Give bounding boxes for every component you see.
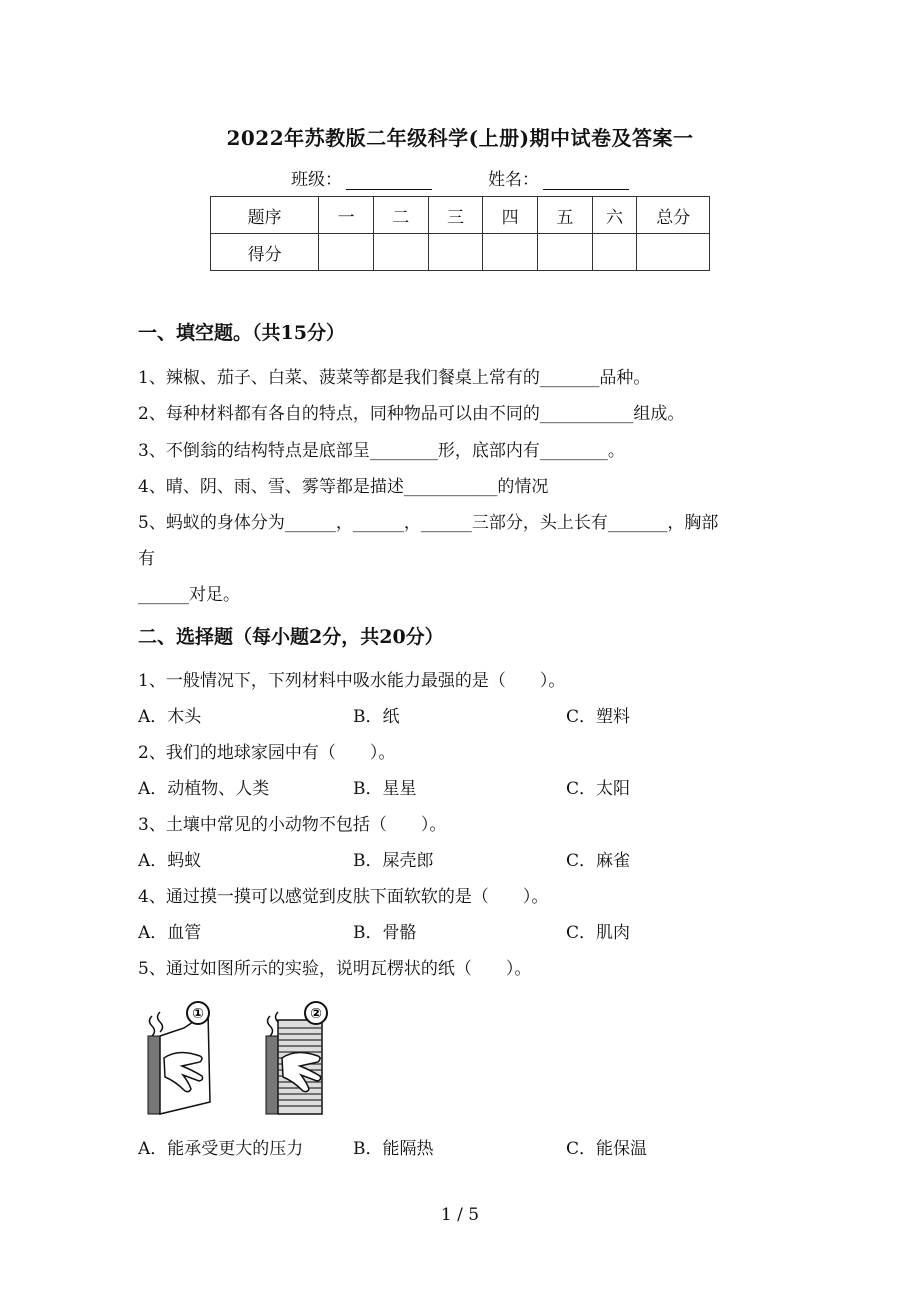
experiment-figure (138, 998, 368, 1122)
score-cell[interactable] (483, 234, 538, 271)
option-a[interactable]: A．木头 (138, 707, 202, 727)
fill-question-4: 4、晴、阴、雨、雪、雾等都是描述___________的情况 (138, 477, 549, 497)
option-a[interactable]: A．能承受更大的压力 (138, 1139, 304, 1159)
figure-1-flat-paper (148, 1002, 210, 1114)
score-table-score-row (211, 234, 710, 271)
option-a[interactable]: A．血管 (138, 923, 202, 943)
section-2-title: 二、选择题（每小题2分，共20分） (138, 626, 444, 648)
score-cell[interactable] (592, 234, 637, 271)
score-cell[interactable] (428, 234, 483, 271)
option-b[interactable]: B．纸 (353, 707, 400, 727)
option-b[interactable]: B．能隔热 (353, 1139, 434, 1159)
student-info (0, 165, 920, 190)
page-number: 1 / 5 (440, 1205, 480, 1225)
option-b[interactable]: B．骨骼 (353, 923, 417, 943)
figure-label-1: ① (192, 1006, 204, 1022)
choice-question-2: 2、我们的地球家园中有（ ）。 (138, 743, 396, 763)
name-label: 姓名： (488, 170, 539, 190)
name-blank[interactable] (543, 171, 629, 190)
choice-options-2 (138, 774, 630, 799)
score-cell[interactable] (537, 234, 592, 271)
table-cell: 题序 (211, 197, 319, 234)
score-table (210, 196, 710, 271)
choice-options-1 (138, 702, 630, 727)
fill-question-5-cont: 有 (138, 549, 155, 569)
table-cell: 二 (373, 197, 428, 234)
table-cell: 六 (592, 197, 637, 234)
option-c[interactable]: C．麻雀 (566, 851, 631, 871)
fill-question-2: 2、每种材料都有各自的特点，同种物品可以由不同的___________组成。 (138, 404, 685, 424)
fill-question-3: 3、不倒翁的结构特点是底部呈________形，底部内有________。 (138, 441, 625, 461)
option-c[interactable]: C．塑料 (566, 707, 631, 727)
page-title: 2022年苏教版二年级科学(上册)期中试卷及答案一 (226, 126, 694, 150)
table-cell: 总分 (637, 197, 710, 234)
choice-options-4 (138, 918, 630, 943)
section-1-title: 一、填空题。（共15分） (138, 322, 345, 344)
table-cell: 一 (319, 197, 374, 234)
option-b[interactable]: B．屎壳郎 (353, 851, 434, 871)
choice-question-3: 3、土壤中常见的小动物不包括（ ）。 (138, 815, 447, 835)
score-cell[interactable] (637, 234, 710, 271)
option-c[interactable]: C．太阳 (566, 779, 631, 799)
fill-question-5: 5、蚂蚁的身体分为______，______，______三部分，头上长有_______，胸部 (138, 513, 719, 533)
option-a[interactable]: A．蚂蚁 (138, 851, 202, 871)
score-cell[interactable] (373, 234, 428, 271)
class-blank[interactable] (346, 171, 432, 190)
experiment-illustration (138, 998, 368, 1122)
score-table-header-row (211, 197, 710, 234)
option-c[interactable]: C．能保温 (566, 1139, 648, 1159)
score-cell[interactable] (319, 234, 374, 271)
table-cell: 五 (537, 197, 592, 234)
table-cell: 四 (483, 197, 538, 234)
table-cell: 得分 (211, 234, 319, 271)
table-cell: 三 (428, 197, 483, 234)
option-c[interactable]: C．肌肉 (566, 923, 631, 943)
class-field (291, 165, 432, 190)
choice-options-5 (138, 1134, 647, 1159)
class-label: 班级： (291, 170, 342, 190)
figure-label-2: ② (310, 1006, 322, 1022)
choice-question-4: 4、通过摸一摸可以感觉到皮肤下面软软的是（ ）。 (138, 887, 549, 907)
option-a[interactable]: A．动植物、人类 (138, 779, 270, 799)
option-b[interactable]: B．星星 (353, 779, 417, 799)
name-field (488, 165, 629, 190)
fill-question-5-cont2: ______对足。 (138, 585, 240, 605)
choice-options-3 (138, 846, 630, 871)
fill-question-1: 1、辣椒、茄子、白菜、菠菜等都是我们餐桌上常有的_______品种。 (138, 368, 651, 388)
figure-2-corrugated-paper (266, 1002, 327, 1114)
choice-question-5: 5、通过如图所示的实验，说明瓦楞状的纸（ ）。 (138, 959, 532, 979)
choice-question-1: 1、一般情况下，下列材料中吸水能力最强的是（ ）。 (138, 671, 566, 691)
